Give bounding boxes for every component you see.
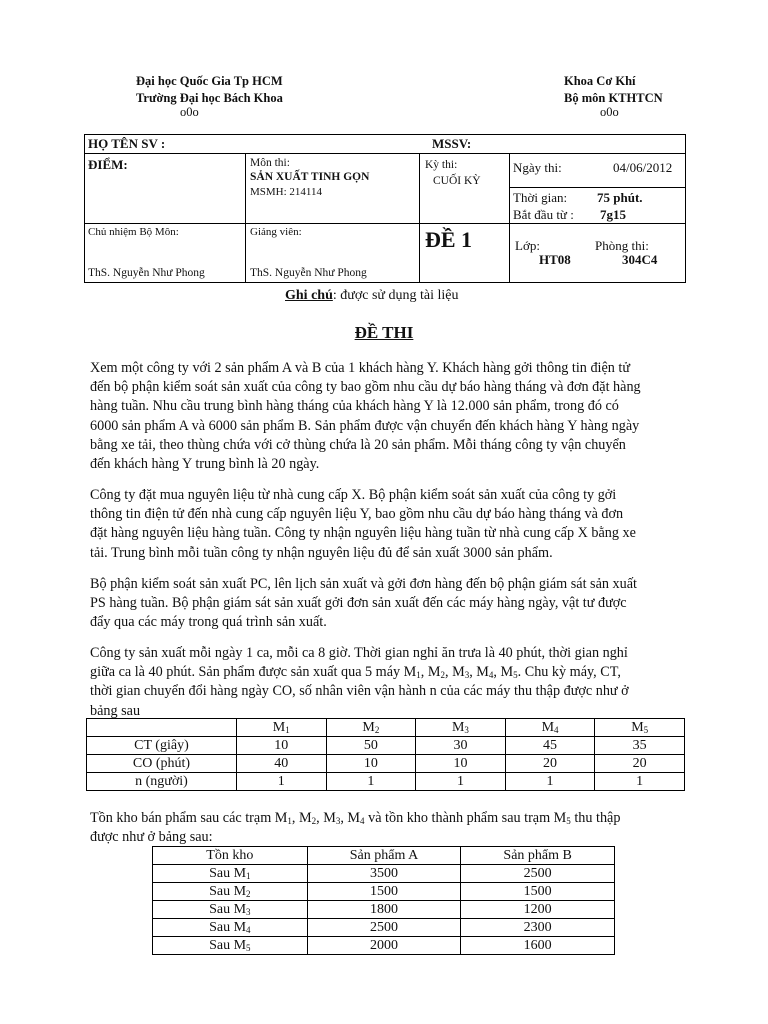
- header-cell: $M_5$: [595, 719, 685, 737]
- p5-machine-line: Tồn kho bán phẩm sau các trạm $M_1$, $M_2$, $M_3$, $M_4$ và tồn kho thành phẩm sau trạm $M_5$ thu thập: [90, 810, 621, 826]
- table-cell: 20: [505, 755, 595, 773]
- start-label: Bắt đầu từ :: [513, 207, 574, 222]
- school-name: Trường Đại học Bách Khoa: [136, 91, 283, 105]
- note-label: Ghi chú: [285, 288, 333, 303]
- table-cell: 40: [236, 755, 326, 773]
- table-header-row: [153, 847, 615, 865]
- exam-label: Kỳ thi:: [425, 159, 458, 171]
- table-corner-cell: [87, 719, 237, 737]
- table-cell: 30: [416, 737, 506, 755]
- date-label: Ngày thi:: [513, 160, 562, 175]
- table-cell: 45: [505, 737, 595, 755]
- table-cell: 2000: [307, 937, 461, 955]
- table-cell: 2500: [307, 919, 461, 937]
- table-cell: 2300: [461, 919, 615, 937]
- row-label: Sau $M_4$: [153, 919, 308, 937]
- lecturer-label: Giảng viên:: [250, 226, 302, 238]
- department-name: Bộ môn KTHTCN: [564, 91, 663, 105]
- table-cell: 10: [416, 755, 506, 773]
- exam-value: CUỐI KỲ: [433, 175, 481, 187]
- header-cell: $M_3$: [416, 719, 506, 737]
- paragraph-1: Xem một công ty với 2 sản phẩm A và B của 1 khách hàng Y. Khách hàng gởi thông tin điện tử đến bộ phận kiểm soát sản xuất của công ty bao gồm nhu cầu dự báo hàng tháng và đơn đặt hàng hàng tuần. Nhu cầu trung bình hàng tháng của khách hàng Y là 12.000 sản phẩm, trong đó có 6000 sản phẩm A và 6000 sản phẩm B. Sản phẩm được vận chuyển đến khách hàng Y hàng ngày bằng xe tải, theo thùng chứa với cở thùng chứa là 20 sản phẩm. Mỗi tháng công ty vận chuyển đến khách hàng Y trung bình là 20 ngày.: [90, 360, 641, 473]
- header-cell: $M_4$: [505, 719, 595, 737]
- subject-code: MSMH: 214114: [250, 186, 323, 198]
- department-head-label: Chủ nhiệm Bộ Môn:: [88, 226, 179, 238]
- table-row: [153, 883, 615, 901]
- table-cell: 3500: [307, 865, 461, 883]
- row-label: Sau $M_2$: [153, 883, 308, 901]
- subject-label: Môn thi:: [250, 157, 290, 169]
- table-cell: 1200: [461, 901, 615, 919]
- paragraph-4: Công ty sản xuất mỗi ngày 1 ca, mỗi ca 8 giờ. Thời gian nghỉ ăn trưa là 40 phút, thời gian nghỉ giữa ca là 40 phút. Sản phẩm được sản xuất qua 5 máy $M_1$, $M_2$, $M_3$, $M_4$, $M_5$. Chu kỳ máy, CT, thời gian chuyển đổi hàng ngày CO, số nhân viên vận hành n của các máy thu thập được như ở bảng sau: [90, 644, 690, 721]
- table-row: [87, 773, 685, 791]
- table-cell: 1: [416, 773, 506, 791]
- paragraph-3: Bộ phận kiểm soát sản xuất PC, lên lịch sản xuất và gởi đơn hàng đến bộ phận giám sát sản xuất PS hàng tuần. Bộ phận giám sát sản xuất gởi đơn sản xuất đến các máy hàng ngày, vật tư được đẩy qua các máy trong quá trình sản xuất.: [90, 576, 637, 631]
- start-value: 7g15: [600, 207, 626, 222]
- table-cell: 1: [326, 773, 416, 791]
- table-cell: 35: [595, 737, 685, 755]
- room-label: Phòng thi:: [595, 238, 649, 253]
- machine-table: [86, 718, 685, 791]
- duration-label: Thời gian:: [513, 190, 568, 205]
- table-header-row: [87, 719, 685, 737]
- faculty-name: Khoa Cơ Khí: [564, 74, 636, 88]
- exam-code: ĐỀ 1: [425, 227, 473, 252]
- table-cell: 10: [236, 737, 326, 755]
- table-cell: 2500: [461, 865, 615, 883]
- row-label: CO (phút): [87, 755, 237, 773]
- header-cell: $M_1$: [236, 719, 326, 737]
- right-ornament: o0o: [600, 105, 619, 119]
- row-label: Sau $M_3$: [153, 901, 308, 919]
- table-cell: 20: [595, 755, 685, 773]
- row-label: n (người): [87, 773, 237, 791]
- table-cell: 1: [505, 773, 595, 791]
- table-cell: 1: [595, 773, 685, 791]
- student-id-label: MSSV:: [432, 136, 472, 151]
- page-title: ĐỀ THI: [354, 323, 414, 342]
- duration-value: 75 phút.: [597, 190, 643, 205]
- table-cell: 1500: [307, 883, 461, 901]
- header-cell: Sản phẩm A: [307, 847, 461, 865]
- header-cell: Sản phẩm B: [461, 847, 615, 865]
- table-cell: 10: [326, 755, 416, 773]
- header-cell: Tồn kho: [153, 847, 308, 865]
- inventory-table: [152, 846, 615, 955]
- row-label: Sau $M_5$: [153, 937, 308, 955]
- department-head-name: ThS. Nguyễn Như Phong: [88, 267, 205, 279]
- subject-name: SẢN XUẤT TINH GỌN: [250, 171, 370, 183]
- table-row: [153, 937, 615, 955]
- note: [285, 288, 458, 304]
- room-value: 304C4: [622, 252, 658, 267]
- row-label: Sau $M_1$: [153, 865, 308, 883]
- paragraph-2: Công ty đặt mua nguyên liệu từ nhà cung cấp X. Bộ phận kiểm soát sản xuất của công ty gởi thông tin điện tử đến nhà cung cấp nguyên liệu Y, bao gồm nhu cầu dự báo hàng tháng và đơn đặt hàng nguyên liệu hàng tuần. Công ty nhận nguyên liệu hàng tuần từ nhà cung cấp X bằng xe tải. Trung bình mỗi tuần công ty nhận nguyên liệu đủ để sản xuất 3000 sản phẩm.: [90, 487, 636, 561]
- paragraph-5: Tồn kho bán phẩm sau các trạm $M_1$, $M_2$, $M_3$, $M_4$ và tồn kho thành phẩm sau trạm $M_5$ thu thập được như ở bảng sau:: [90, 809, 690, 847]
- table-row: [153, 919, 615, 937]
- class-value: HT08: [539, 252, 571, 267]
- university-name: Đại học Quốc Gia Tp HCM: [136, 74, 283, 88]
- lecturer-name: ThS. Nguyễn Như Phong: [250, 267, 367, 279]
- table-row: [153, 901, 615, 919]
- header-cell: $M_2$: [326, 719, 416, 737]
- table-cell: 1500: [461, 883, 615, 901]
- table-row: [87, 737, 685, 755]
- table-row: [87, 755, 685, 773]
- table-cell: 1: [236, 773, 326, 791]
- class-label: Lớp:: [515, 238, 540, 253]
- score-label: ĐIỂM:: [88, 157, 128, 172]
- p4-machine-line: giữa ca là 40 phút. Sản phẩm được sản xuất qua 5 máy $M_1$, $M_2$, $M_3$, $M_4$, $M_5$. Chu kỳ máy, CT,: [90, 664, 621, 681]
- left-ornament: o0o: [180, 105, 199, 119]
- table-row: [153, 865, 615, 883]
- note-text: : được sử dụng tài liệu: [332, 288, 459, 303]
- row-label: CT (giây): [87, 737, 237, 755]
- exam-info-box: [84, 134, 686, 283]
- table-cell: 50: [326, 737, 416, 755]
- date-value: 04/06/2012: [613, 160, 673, 175]
- student-name-label: HỌ TÊN SV :: [88, 136, 166, 151]
- table-cell: 1800: [307, 901, 461, 919]
- table-cell: 1600: [461, 937, 615, 955]
